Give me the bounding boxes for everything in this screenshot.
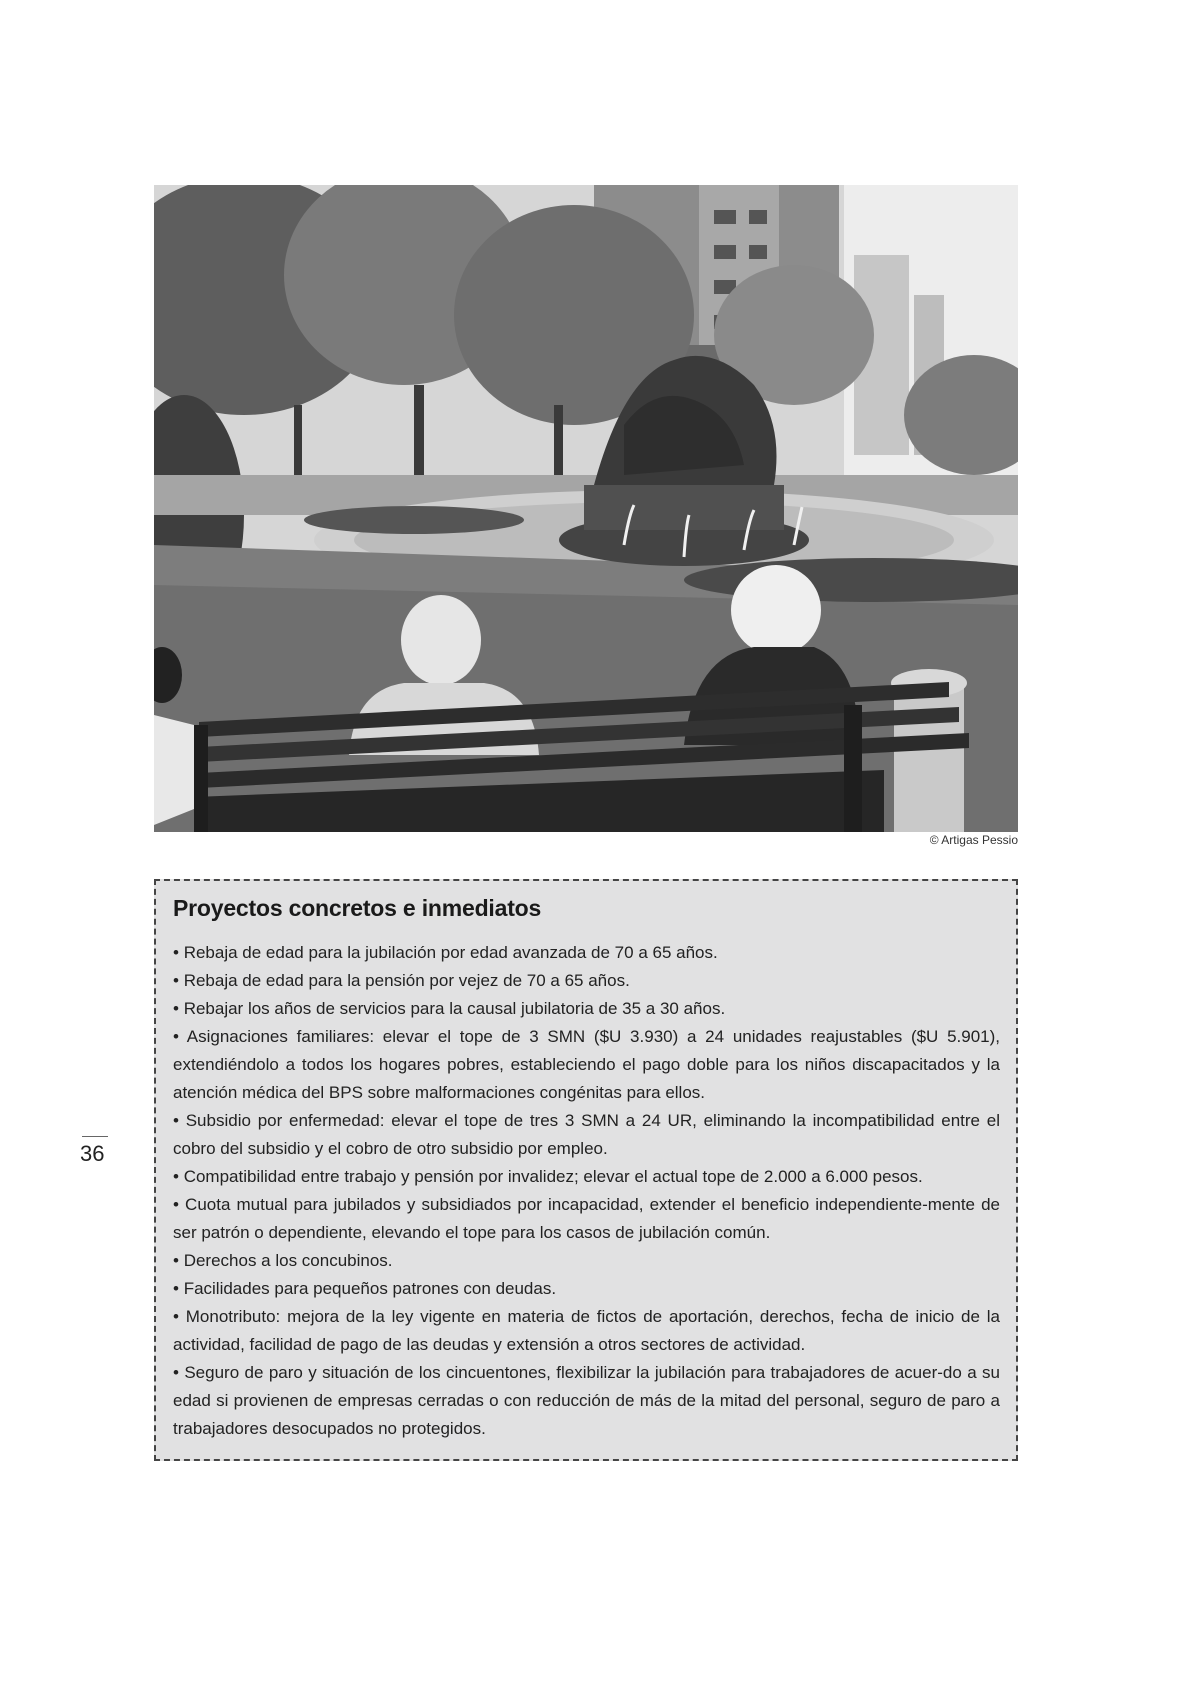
photo-park-fountain-bench-icon — [154, 185, 1018, 832]
list-item: • Monotributo: mejora de la ley vigente en materia de fictos de aportación, derechos, fecha de inicio de la actividad, facilidad de pago de las deudas y extensión a otros sectores de actividad. — [173, 1303, 1000, 1359]
list-item: • Asignaciones familiares: elevar el tope de 3 SMN ($U 3.930) a 24 unidades reajustables ($U 5.901), extendiéndolo a todos los hogares pobres, estableciendo el pago doble para los niños discapacitados y la atención médica del BPS sobre malformaciones congénitas para ellos. — [173, 1023, 1000, 1107]
proyectos-list — [173, 939, 1000, 1443]
list-item: • Subsidio por enfermedad: elevar el tope de tres 3 SMN a 24 UR, eliminando la incompatibilidad entre el cobro del subsidio y el cobro de otro subsidio por empleo. — [173, 1107, 1000, 1163]
proyectos-box — [154, 879, 1018, 1461]
list-item: • Rebaja de edad para la pensión por vejez de 70 a 65 años. — [173, 967, 1000, 995]
box-title: Proyectos concretos e inmediatos — [173, 895, 542, 921]
page-number: 36 — [80, 1141, 105, 1166]
folio-rule — [82, 1136, 108, 1137]
park-photo — [154, 185, 1018, 832]
list-item: • Rebajar los años de servicios para la causal jubilatoria de 35 a 30 años. — [173, 995, 1000, 1023]
list-item: • Rebaja de edad para la jubilación por edad avanzada de 70 a 65 años. — [173, 939, 1000, 967]
list-item: • Cuota mutual para jubilados y subsidiados por incapacidad, extender el beneficio independiente-mente de ser patrón o dependiente, elevando el tope para los casos de jubilación común. — [173, 1191, 1000, 1247]
list-item: • Compatibilidad entre trabajo y pensión por invalidez; elevar el actual tope de 2.000 a 6.000 pesos. — [173, 1163, 1000, 1191]
photo-credit: © Artigas Pessio — [929, 833, 1018, 847]
list-item: • Facilidades para pequeños patrones con deudas. — [173, 1275, 1000, 1303]
list-item: • Seguro de paro y situación de los cincuentones, flexibilizar la jubilación para trabajadores de acuer-do a su edad si provienen de empresas cerradas o con reducción de más de la mitad del personal, seguro de paro a trabajadores desocupados no protegidos. — [173, 1359, 1000, 1443]
list-item: • Derechos a los concubinos. — [173, 1247, 1000, 1275]
